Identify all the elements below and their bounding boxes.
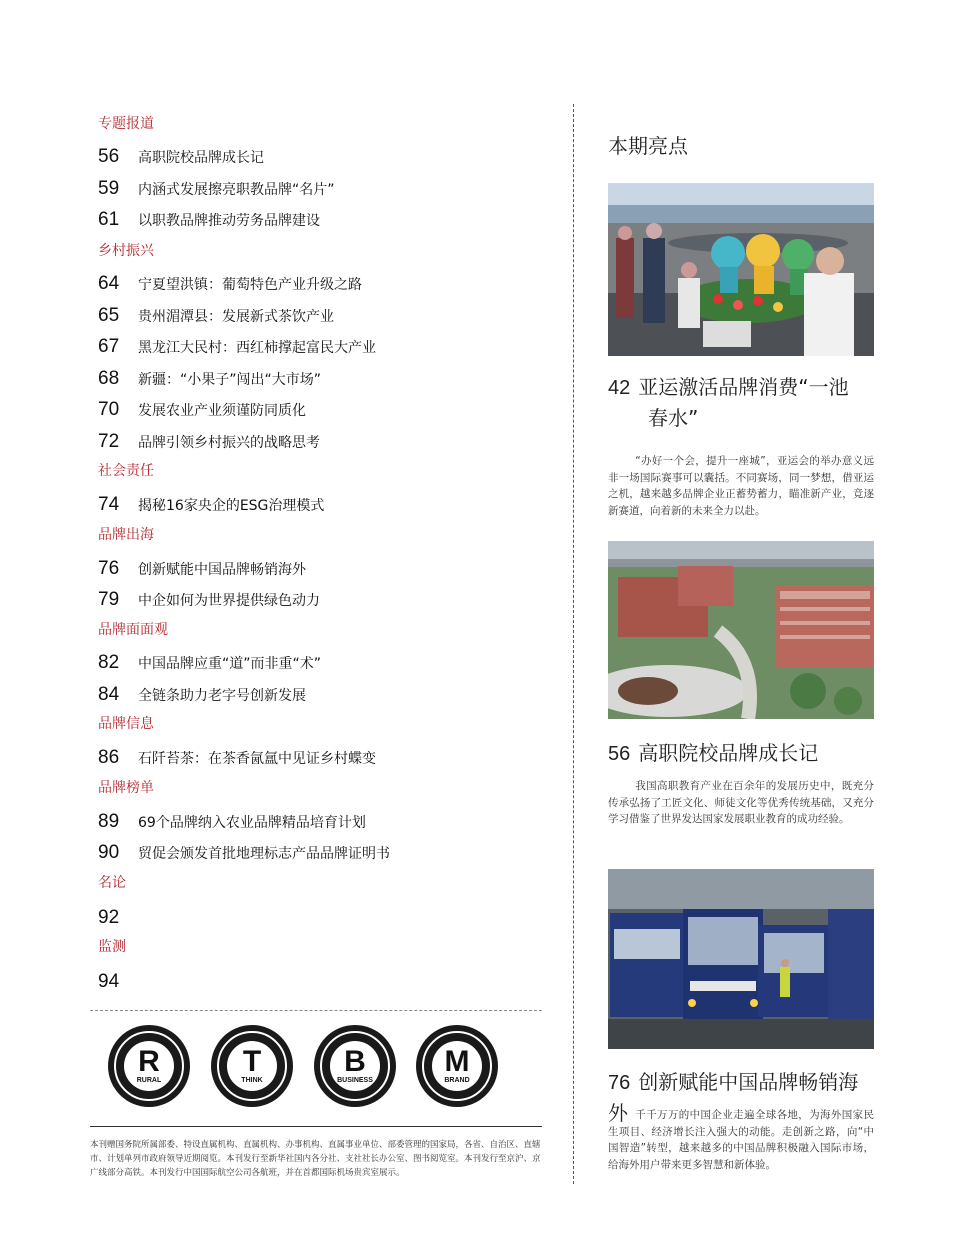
asian-games-photo[interactable] [608,183,874,356]
toc-item[interactable] [98,430,320,454]
article-title: 内涵式发展擦亮职教品牌“名片” [138,182,335,198]
toc-item[interactable] [98,398,306,422]
page-number: 59 [98,178,120,199]
section-label: 品牌信息 [98,716,154,732]
article-title: 石阡苔茶：在茶香氤氲中见证乡村蝶变 [138,751,376,767]
page-number: 84 [98,684,120,705]
toc-item[interactable] [98,810,366,834]
article-title: 创新赋能中国品牌畅销海外 [138,562,306,578]
page-number: 79 [98,589,120,610]
page-number: 67 [98,336,120,357]
section-label: 乡村振兴 [98,243,154,259]
toc-item[interactable] [98,970,138,994]
page-number: 94 [98,971,120,992]
toc-item[interactable] [98,145,264,169]
toc-item[interactable] [98,493,324,517]
toc-item[interactable] [98,208,320,232]
section-label: 专题报道 [98,116,154,132]
toc-item[interactable] [98,906,138,930]
article-title: 以职教品牌推动劳务品牌建设 [138,213,320,229]
page-number: 56 [98,146,120,167]
article-title: 中企如何为世界提供绿色动力 [138,593,320,609]
page-number: 76 [98,558,120,579]
toc-item[interactable] [98,272,362,296]
toc-item[interactable] [98,746,376,770]
article-title: 品牌引领乡村振兴的战略思考 [138,435,320,451]
page-number: 92 [98,907,120,928]
toc-item[interactable] [98,177,335,201]
brand-logo: M BRAND [416,1025,498,1107]
page-number: 64 [98,273,120,294]
column-divider [573,104,574,1184]
section-label: 名论 [98,875,126,891]
article-title: 贸促会颁发首批地理标志产品品牌证明书 [138,846,390,862]
section-divider [90,1010,542,1011]
toc-item[interactable] [98,588,320,612]
page-number: 70 [98,399,120,420]
article-title: 全链条助力老字号创新发展 [138,688,306,704]
toc-item[interactable] [98,683,306,707]
page-number: 89 [98,811,120,832]
think-logo: T THINK [211,1025,293,1107]
highlight-summary-2: 我国高职教育产业在百余年的发展历史中，既充分传承弘扬了工匠文化、师徒文化等优秀传统基础，又充分学习借鉴了世界发达国家发展职业教育的成功经验。 [608,780,874,825]
toc-item[interactable] [98,651,321,675]
page-number: 68 [98,368,120,389]
toc-item[interactable] [98,841,390,865]
highlight-summary-1: “办好一个会，提升一座城”，亚运会的举办意义远非一场国际赛事可以囊括。不同赛场，同一梦想，借亚运之机，越来越多品牌企业正蓄势蓄力，瞄准新产业，竞逐新赛道，向着新的未来全力以赴。 [608,455,874,517]
page-number: 82 [98,652,120,673]
section-label: 监测 [98,939,126,955]
article-title: 高职院校品牌成长记 [138,150,264,166]
article-title: 宁夏望洪镇：葡萄特色产业升级之路 [138,277,362,293]
business-logo: B BUSINESS [314,1025,396,1107]
highlight-title-1[interactable]: 42 亚运激活品牌消费“一池 春水” [608,375,849,430]
page-number: 74 [98,494,120,515]
page-number: 90 [98,842,120,863]
article-title: 黑龙江大民村：西红柿撑起富民大产业 [138,340,376,356]
highlights-heading: 本期亮点 [608,134,688,158]
page-number: 86 [98,747,120,768]
section-label: 品牌出海 [98,527,154,543]
highlight-summary-3: 千千万万的中国企业走遍全球各地，为海外国家民生项目、经济增长注入强大的动能。走创新之路，向“中国智造”转型，越来越多的中国品牌积极融入国际市场，给海外用户带来更多智慧和新体验。 [608,1109,874,1171]
campus-photo[interactable] [608,541,874,719]
toc-item[interactable] [98,557,306,581]
highlight-title-2[interactable]: 56 高职院校品牌成长记 [608,741,819,765]
article-title: 69个品牌纳入农业品牌精品培育计划 [138,815,366,831]
bus-depot-photo[interactable] [608,869,874,1049]
page-number: 61 [98,209,120,230]
toc-item[interactable] [98,335,376,359]
distribution-note: 本刊赠国务院所属部委、特设直属机构、直属机构、办事机构、直属事业单位、部委管理的国家局，各省、自治区、直辖市、计划单列市政府领导近期阅览。本刊发行至新华社国内各分社、支社社长办公室、图书阅览室。本刊发行至京沪、京广线部分高铁。本刊发行中国国际航空公司各航班，并在首都国际机场贵宾室展示。 [90,1140,541,1178]
article-title: 贵州湄潭县：发展新式茶饮产业 [138,309,334,325]
page-number: 72 [98,431,120,452]
section-label: 社会责任 [98,463,154,479]
footer-divider [90,1126,542,1127]
toc-item[interactable] [98,367,321,391]
article-title: 中国品牌应重“道”而非重“术” [138,656,322,672]
section-label: 品牌面面观 [98,622,168,638]
article-title: 揭秘16家央企的ESG治理模式 [138,498,325,514]
page-number: 65 [98,305,120,326]
rural-logo: R RURAL [108,1025,190,1107]
article-title: 发展农业产业须谨防同质化 [138,403,306,419]
article-title: 新疆：“小果子”闯出“大市场” [138,372,322,388]
toc-item[interactable] [98,304,334,328]
highlight-title-3[interactable]: 76 创新赋能中国品牌畅销海外 [608,1070,859,1125]
section-label: 品牌榜单 [98,780,154,796]
logo-row [108,1025,508,1111]
